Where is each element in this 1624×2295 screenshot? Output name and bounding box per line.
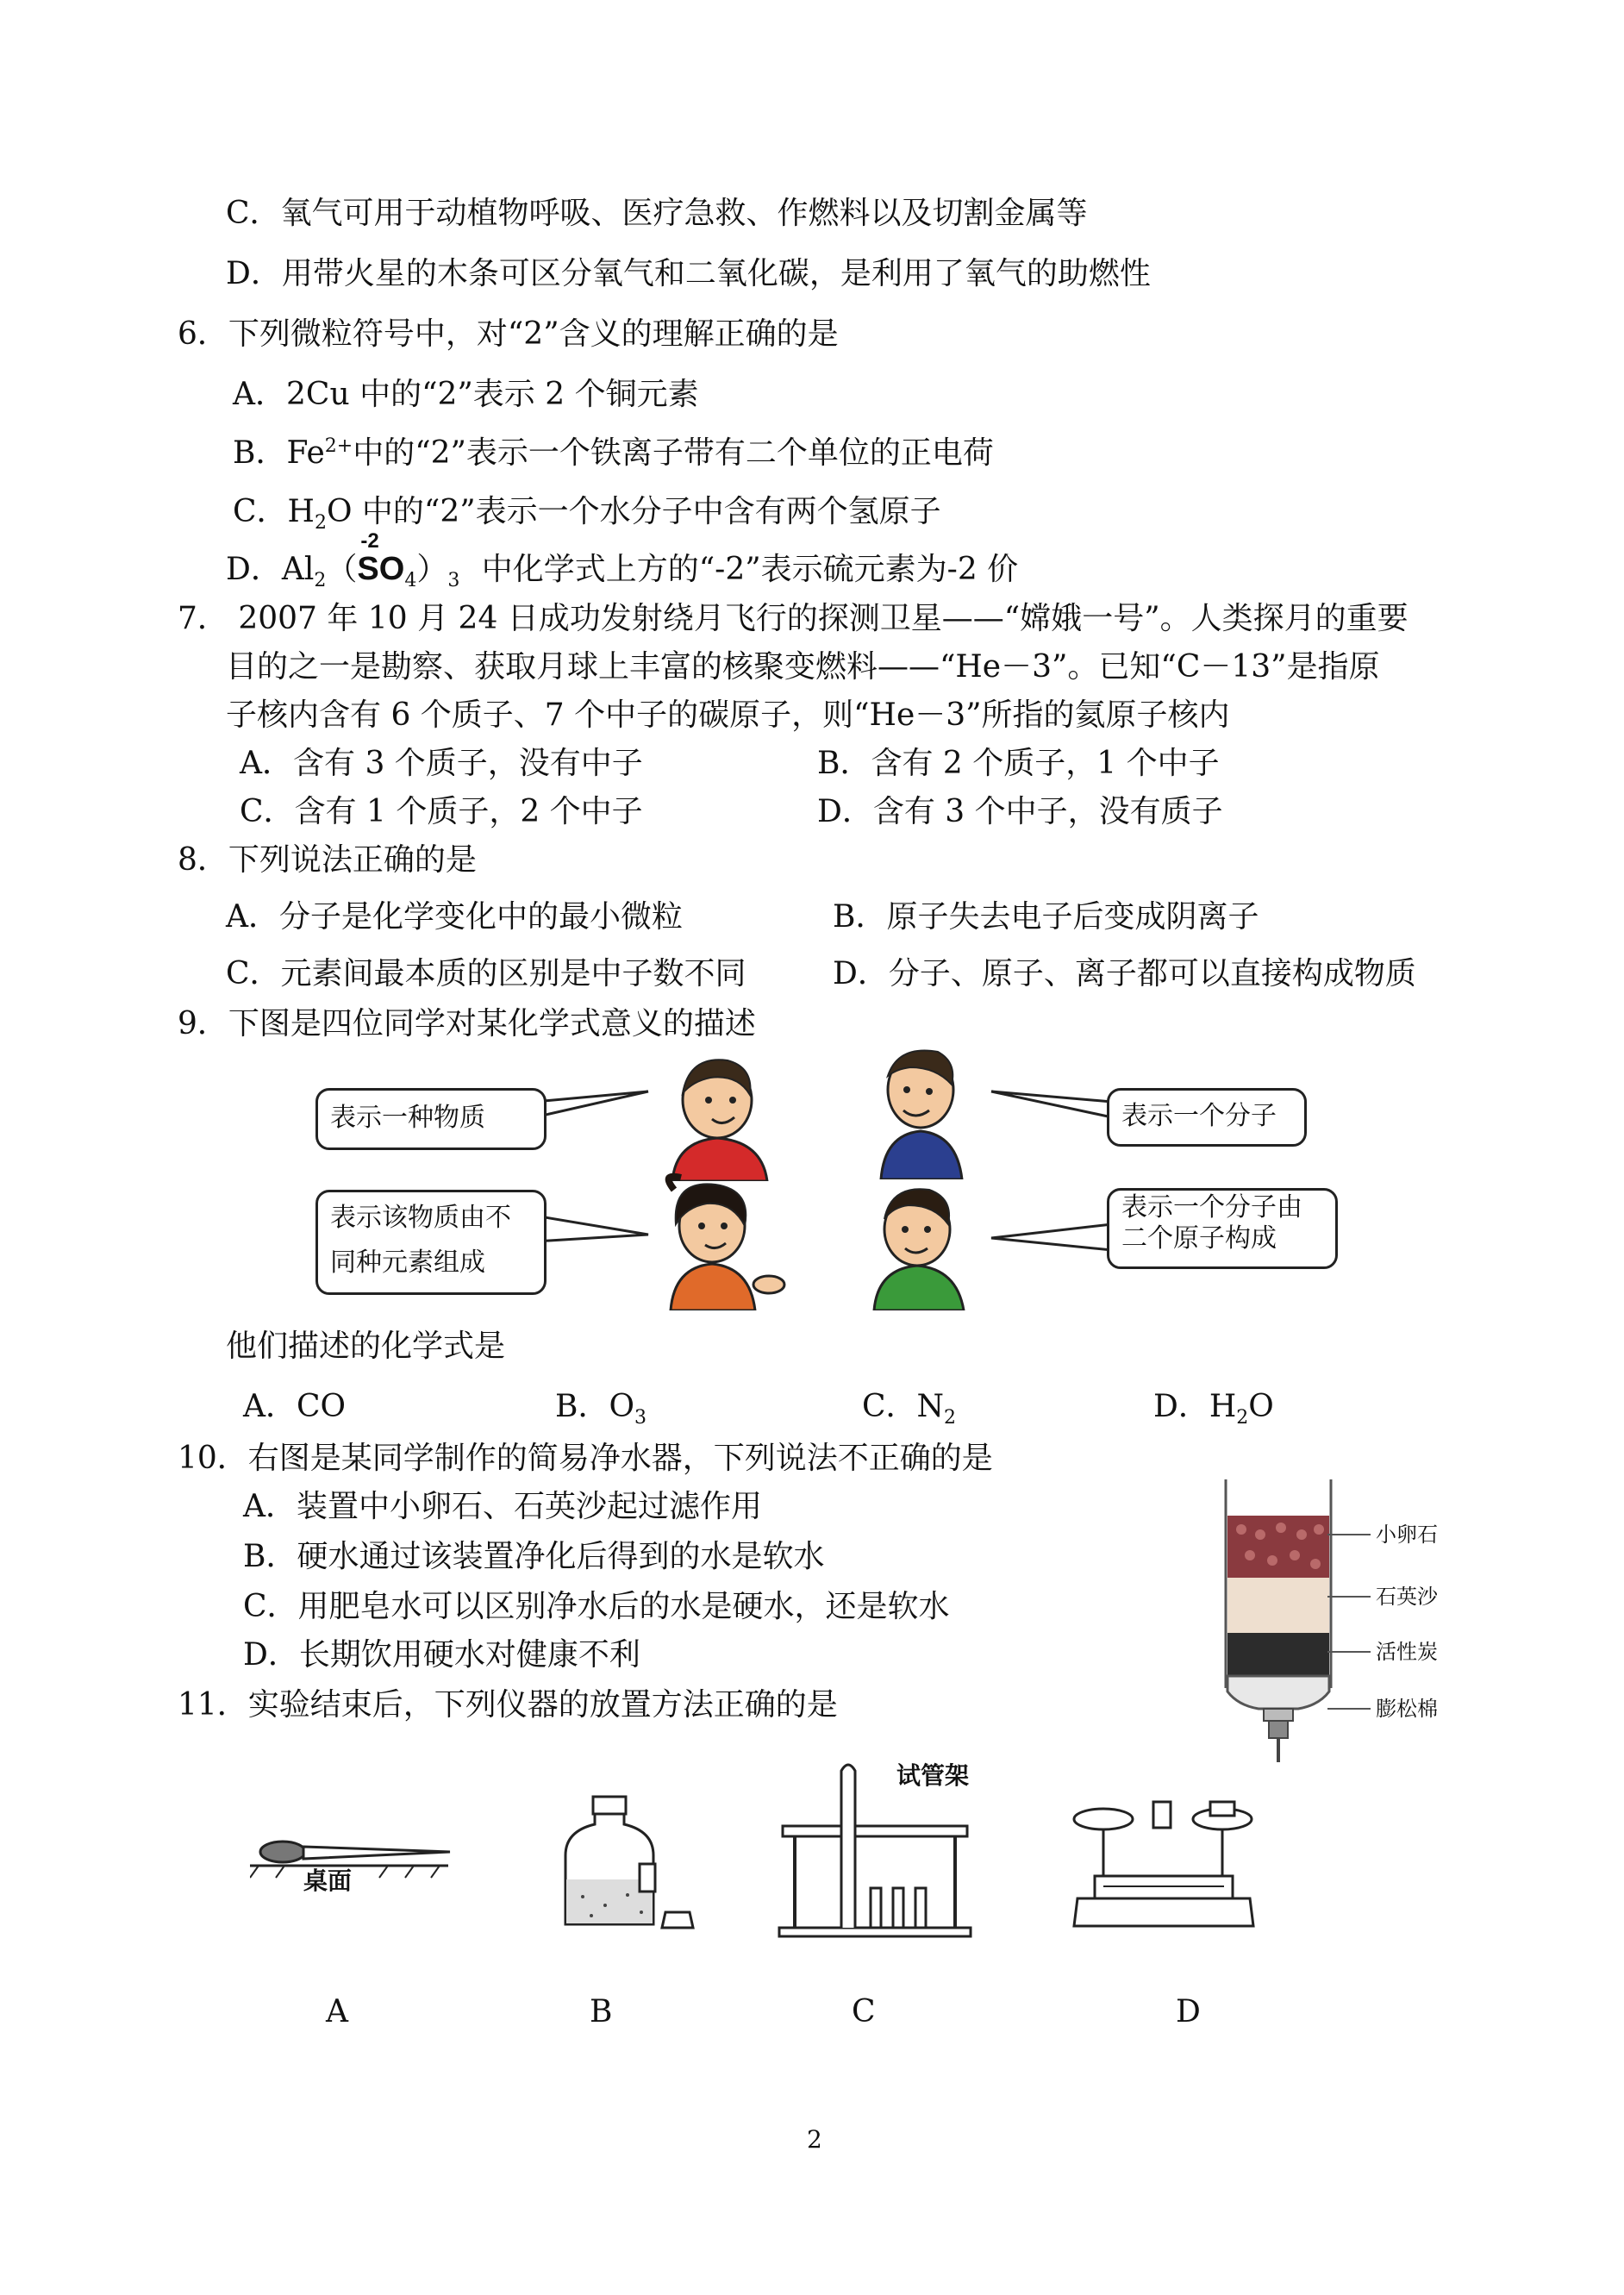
q9-stem: 9．下图是四位同学对某化学式意义的描述: [178, 1006, 756, 1041]
q9-option-c: C．$N_2$: [862, 1389, 957, 1429]
page-number: 2: [807, 2125, 822, 2154]
q9-option-b: B．$O_3$: [555, 1389, 646, 1429]
q5-option-d: D．用带火星的木条可区分氧气和二氧化碳，是利用了氧气的助燃性: [226, 256, 1151, 291]
q7-option-d: D．含有 3 个中子，没有质子: [817, 794, 1223, 829]
q9-prompt: 他们描述的化学式是: [226, 1329, 506, 1364]
q8-option-b: B．原子失去电子后变成阴离子: [833, 899, 1259, 935]
q5-option-c: C．氧气可用于动植物呼吸、医疗急救、作燃料以及切割金属等: [226, 196, 1088, 231]
q9-option-a: A．CO: [243, 1389, 347, 1424]
q6-option-b: B．$Fe^{2+}$中的“2”表示一个铁离子带有二个单位的正电荷: [233, 435, 994, 471]
q11-figure-label-c: C: [852, 1994, 876, 2029]
q10-option-c: C．用肥皂水可以区别净水后的水是硬水，还是软水: [243, 1589, 950, 1624]
q11-figure-label-b: B: [590, 1994, 613, 2029]
reagent-bottle-illustration: [560, 1793, 698, 1931]
student-girl-1-illustration: [664, 1052, 784, 1181]
valence-mark: -2: [360, 529, 379, 553]
q7-stem-line3: 子核内含有 6 个质子、7 个中子的碳原子，则“He－3”所指的氦原子核内: [226, 697, 1230, 733]
speech-bubble-2: 表示一个分子: [1107, 1088, 1307, 1147]
q8-option-c: C．元素间最本质的区别是中子数不同: [226, 956, 746, 991]
sulfate-so: SO: [357, 551, 405, 587]
q8-option-d: D．分子、原子、离子都可以直接构成物质: [833, 956, 1416, 991]
q6-stem: 6．下列微粒符号中，对“2”含义的理解正确的是: [178, 316, 839, 352]
q11-figure-label-d: D: [1176, 1994, 1201, 2029]
label-pebbles: 小卵石: [1376, 1523, 1438, 1547]
q8-option-a: A．分子是化学变化中的最小微粒: [226, 899, 683, 935]
q7-stem-line1: 7． 2007 年 10 月 24 日成功发射绕月飞行的探测卫星——“嫦娥一号”。人类探月的重要: [178, 601, 1409, 636]
q6-option-a: A．2Cu 中的“2”表示 2 个铜元素: [233, 377, 699, 412]
student-boy-1-illustration: [864, 1041, 976, 1179]
q11-stem: 11．实验结束后，下列仪器的放置方法正确的是: [178, 1687, 838, 1723]
q7-option-c: C．含有 1 个质子，2 个中子: [240, 794, 643, 829]
student-boy-2-illustration: [862, 1181, 991, 1310]
balance-scale-illustration: [1069, 1793, 1259, 1940]
q10-stem: 10．右图是某同学制作的简易净水器，下列说法不正确的是: [178, 1441, 993, 1476]
q10-option-b: B．硬水通过该装置净化后得到的水是软水: [243, 1539, 825, 1574]
q7-option-b: B．含有 2 个质子，1 个中子: [817, 746, 1220, 781]
q9-option-d: D．$H_2O$: [1153, 1389, 1274, 1429]
q6-option-d: D．$Al_2(SO$ -2 $_4)_3$ 中化学式上方的“-2”表示硫元素为-2 价: [226, 529, 1019, 592]
table-surface-label: 桌面: [303, 1867, 353, 1895]
label-quartz-sand: 石英沙: [1376, 1585, 1438, 1609]
speech-bubble-4: 表示一个分子由 二个原子构成: [1107, 1188, 1338, 1269]
purifier-leader-lines: [1327, 1526, 1379, 1716]
dropper-on-table-illustration: [250, 1828, 457, 1923]
student-girl-2-illustration: [655, 1173, 793, 1310]
speech-bubble-3: 表示该物质由不 同种元素组成: [315, 1190, 547, 1295]
q11-figure-label-a: A: [326, 1994, 348, 2029]
test-tube-rack-label: 试管架: [896, 1761, 970, 1790]
label-activated-carbon: 活性炭: [1376, 1640, 1438, 1664]
speech-bubble-1: 表示一种物质: [315, 1088, 547, 1150]
q7-option-a: A．含有 3 个质子，没有中子: [240, 746, 643, 781]
q10-option-a: A．装置中小卵石、石英沙起过滤作用: [243, 1489, 762, 1524]
q6-option-c: C．$H_2O$ 中的“2”表示一个水分子中含有两个氢原子: [233, 494, 941, 535]
water-purifier-diagram: [1215, 1474, 1336, 1767]
q8-stem: 8．下列说法正确的是: [178, 842, 477, 878]
q10-option-d: D．长期饮用硬水对健康不利: [243, 1637, 640, 1673]
q7-stem-line2: 目的之一是勘察、获取月球上丰富的核聚变燃料——“He－3”。已知“C－13”是指原: [226, 649, 1380, 685]
label-cotton: 膨松棉: [1376, 1697, 1438, 1721]
